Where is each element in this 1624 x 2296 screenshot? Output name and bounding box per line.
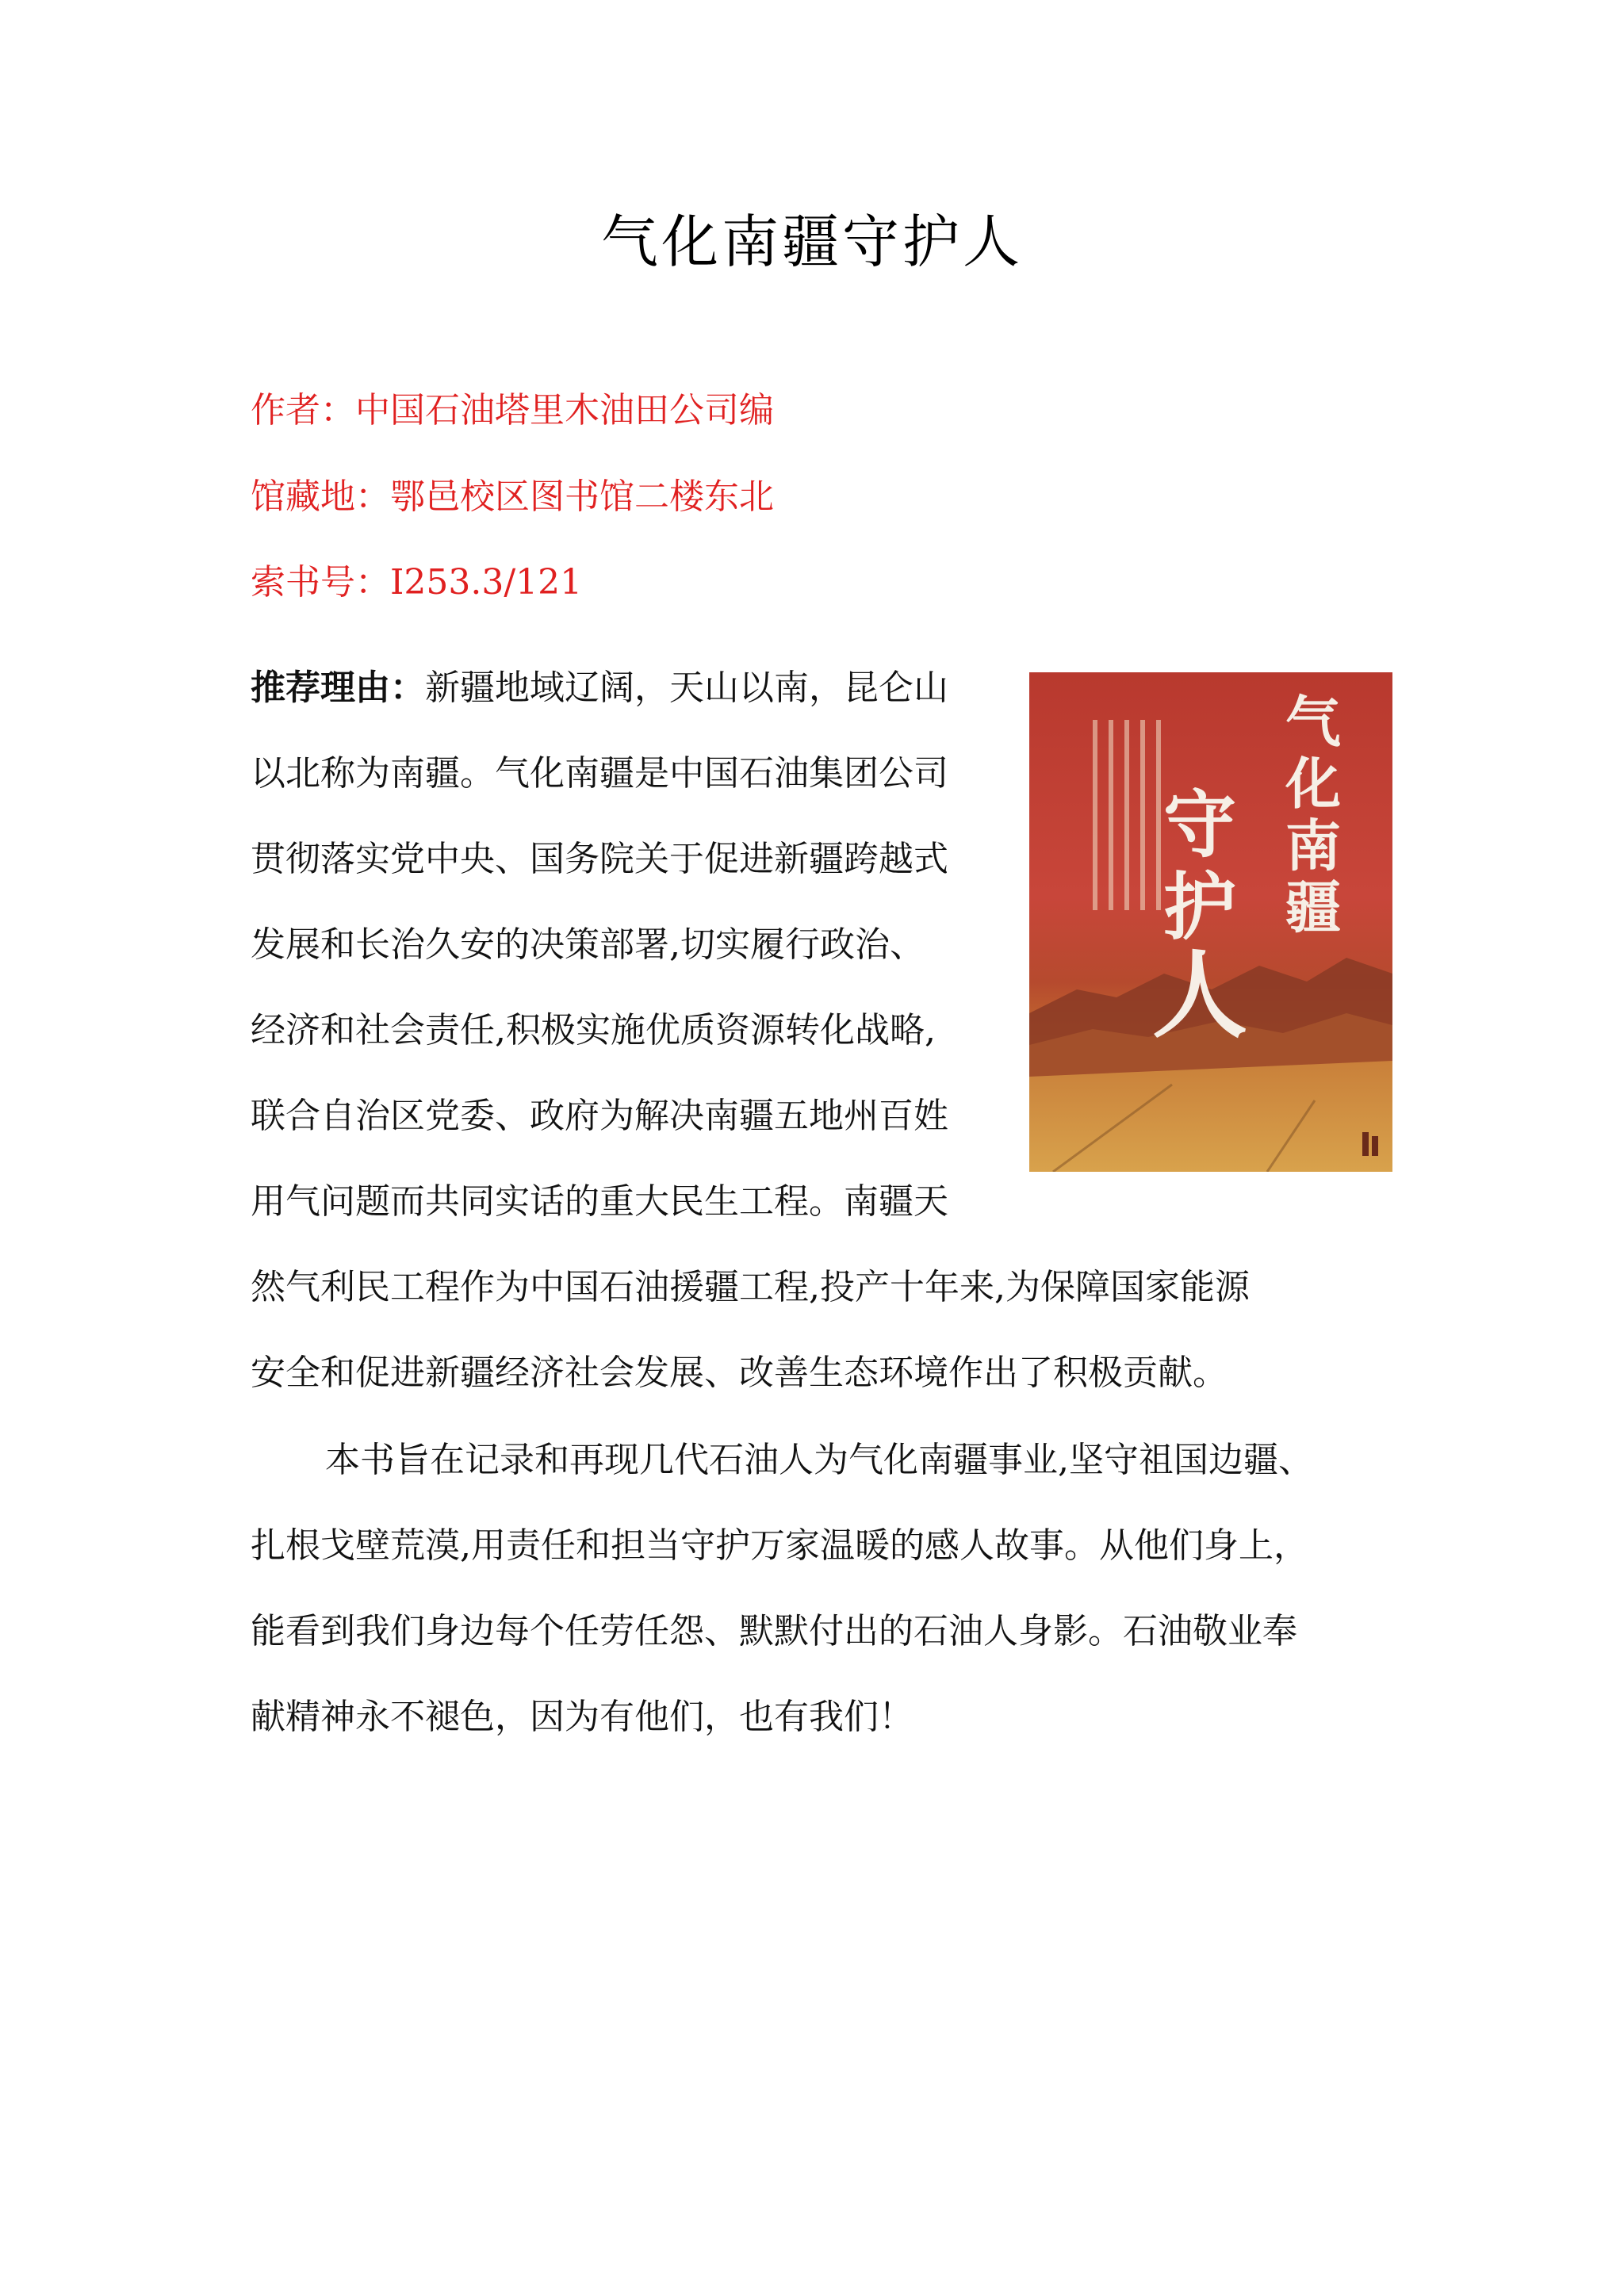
para2-line-4: 献精神永不褪色，因为有他们，也有我们！ <box>251 1697 914 1737</box>
recommend-line-1 <box>251 645 948 731</box>
cover-title-char-3: 南 <box>1285 813 1341 878</box>
recommend-line-2: 以北称为南疆。气化南疆是中国石油集团公司 <box>251 753 948 794</box>
cover-title-char-6: 护 <box>1162 864 1236 950</box>
cover-title-lower <box>1148 782 1251 1051</box>
para2-line-3: 能看到我们身边每个任劳任怨、默默付出的石油人身影。石油敬业奉 <box>251 1611 1297 1651</box>
recommend-label: 推荐理由： <box>251 668 425 708</box>
call-number-line: 索书号：I253.3/121 <box>251 562 583 603</box>
recommend-line-7: 用气问题而共同实话的重大民生工程。南疆天 <box>251 1181 948 1222</box>
recommend-line-4: 发展和长治久安的决策部署,切实履行政治、 <box>251 924 925 965</box>
cover-title-char-2: 化 <box>1285 751 1341 817</box>
book-cover-image <box>1029 672 1392 1172</box>
recommend-line-5: 经济和社会责任,积极实施优质资源转化战略, <box>251 1010 936 1050</box>
recommend-line-8: 然气利民工程作为中国石油援疆工程,投产十年来,为保障国家能源 <box>251 1267 1250 1307</box>
page-title: 气化南疆守护人 <box>600 209 1023 275</box>
recommend-text-1: 新疆地域辽阔，天山以南，昆仑山 <box>425 668 948 708</box>
recommend-line-3: 贯彻落实党中央、国务院关于促进新疆跨越式 <box>251 839 948 879</box>
para2-line-1: 本书旨在记录和再现几代石油人为气化南疆事业,坚守祖国边疆、 <box>325 1440 1313 1480</box>
cover-title-char-4: 疆 <box>1285 874 1341 940</box>
cover-title-char-5: 守 <box>1162 782 1236 867</box>
cover-title-char-1: 气 <box>1285 689 1341 755</box>
cover-title <box>1266 691 1361 939</box>
recommend-line-9: 安全和促进新疆经济社会发展、改善生态环境作出了积极贡献。 <box>251 1353 1228 1393</box>
para2-line-2: 扎根戈壁荒漠,用责任和担当守护万家温暖的感人故事。从他们身上， <box>251 1525 1308 1566</box>
author-line: 作者：中国石油塔里木油田公司编 <box>251 390 774 430</box>
cover-title-char-7: 人 <box>1152 939 1247 1051</box>
recommend-line-6: 联合自治区党委、政府为解决南疆五地州百姓 <box>251 1096 948 1136</box>
location-line: 馆藏地：鄂邑校区图书馆二楼东北 <box>251 476 774 517</box>
